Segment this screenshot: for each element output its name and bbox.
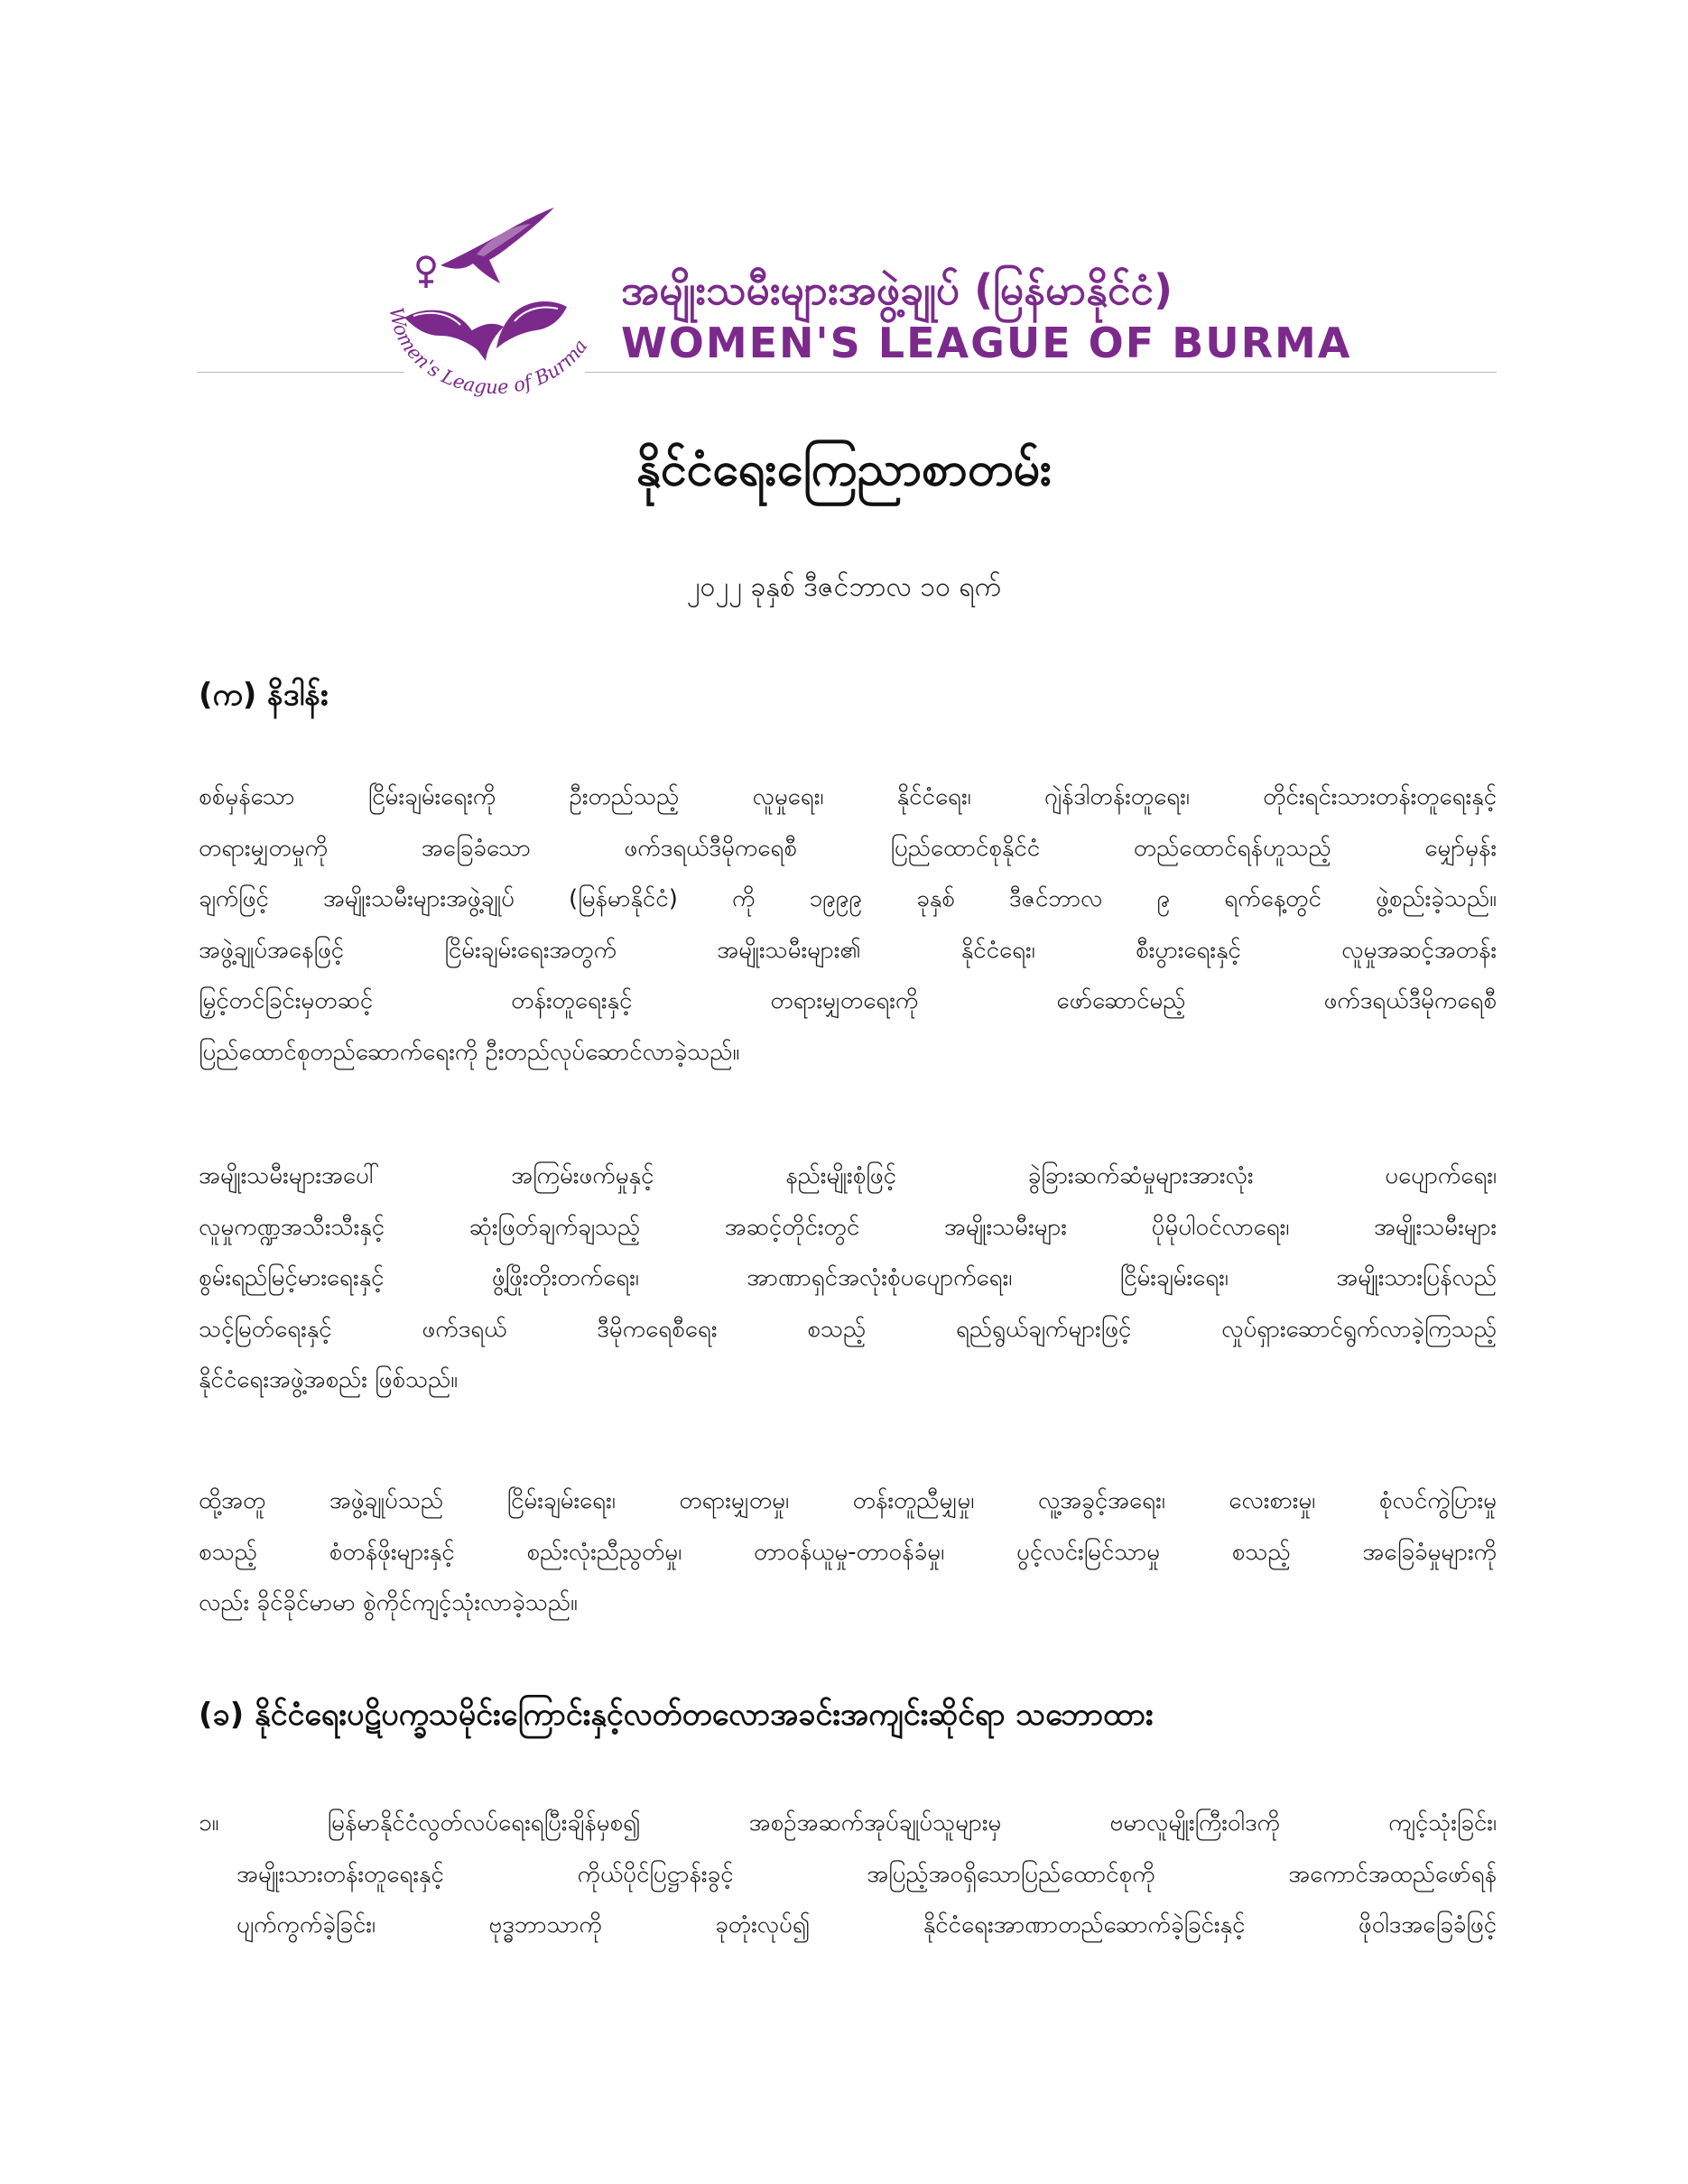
paragraph-line: လည်း ခိုင်ခိုင်မာမာ စွဲကိုင်ကျင့်သုံးလာခဲ့သည်။ bbox=[199, 1589, 578, 1616]
paragraph-a2 bbox=[199, 1151, 1497, 1406]
logo-ring-text: Women's League of Burma bbox=[385, 305, 592, 399]
organization-names bbox=[621, 262, 1351, 368]
section-b bbox=[199, 1688, 1497, 1742]
header-rule-left bbox=[197, 372, 404, 373]
paragraph-a1 bbox=[199, 772, 1497, 1078]
paragraph-line: မြှင့်တင်ခြင်းမှတဆင့် တန်းတူရေးနှင့် တရားမျှတရေးကို ဖော်ဆောင်မည့် ဖက်ဒရယ်ဒီမိုကရေစီ bbox=[199, 987, 1497, 1014]
paragraph-line: အမျိုးသမီးများအပေါ် အကြမ်းဖက်မှုနှင့် နည်းမျိုးစုံဖြင့် ခွဲခြားဆက်ဆံမှုများအားလုံး ပပျောက်ရေး၊ bbox=[199, 1162, 1497, 1189]
letterhead bbox=[197, 200, 1497, 399]
paragraph-line: ချက်ဖြင့် အမျိုးသမီးများအဖွဲ့ချုပ် (မြန်မာနိုင်ငံ) ကို ၁၉၉၉ ခုနှစ် ဒီဇင်ဘာလ ၉ ရက်နေ့တွင် ဖွဲ့စည်းခဲ့သည်။ bbox=[199, 885, 1497, 912]
section-heading: (ခ) နိုင်ငံရေးပဋိပက္ခသမိုင်းကြောင်းနှင့်လတ်တလောအခင်းအကျင်းဆိုင်ရာ သဘောထား bbox=[199, 1697, 1154, 1733]
dove-and-hands-logo-icon bbox=[377, 200, 612, 399]
numbered-item-line: ပျက်ကွက်ခဲ့ခြင်း၊ ဗုဒ္ဓဘာသာကို ခုတုံးလုပ်၍ နိုင်ငံရေးအာဏာတည်ဆောက်ခဲ့ခြင်းနှင့် ဖိုဝါဒအခြေခံဖြင့် bbox=[237, 1911, 1497, 1939]
header-rule-right bbox=[585, 372, 1497, 373]
document-title: နိုင်ငံရေးကြေညာစာတမ်း bbox=[635, 442, 1053, 496]
paragraph-line: ထို့အတူ အဖွဲ့ချုပ်သည် ငြိမ်းချမ်းရေး၊ တရားမျှတမှု၊ တန်းတူညီမျှမှု၊ လူ့အခွင့်အရေး၊ လေးစားမှု၊ စုံလင်ကွဲပြားမှု bbox=[199, 1487, 1497, 1514]
document-date: ၂၀၂၂ ခုနှစ် ဒီဇင်ဘာလ ၁၀ ရက် bbox=[686, 571, 1002, 603]
section-heading: (က) နိဒါန်း bbox=[199, 677, 329, 713]
org-name-myanmar: အမျိုးသမီးများအဖွဲ့ချုပ် (မြန်မာနိုင်ငံ) bbox=[621, 265, 1173, 314]
org-name-english: WOMEN'S LEAGUE OF BURMA bbox=[621, 319, 1352, 367]
paragraph-line: တရားမျှတမှုကို အခြေခံသော ဖက်ဒရယ်ဒီမိုကရေစီ ပြည်ထောင်စုနိုင်ငံ တည်ထောင်ရန်ဟူသည့် မျှော်မှန်း bbox=[199, 834, 1497, 862]
paragraph-line: စွမ်းရည်မြင့်မားရေးနှင့် ဖွံ့ဖြိုးတိုးတက်ရေး၊ အာဏာရှင်အလုံးစုံပပျောက်ရေး၊ ငြိမ်းချမ်းရေး၊ အမျိုးသားပြန်လည် bbox=[199, 1264, 1497, 1291]
paragraph-b1 bbox=[199, 1798, 1497, 1951]
section-a bbox=[199, 668, 1497, 722]
paragraph-line: ပြည်ထောင်စုတည်ဆောက်ရေးကို ဦးတည်လုပ်ဆောင်လာခဲ့သည်။ bbox=[199, 1038, 740, 1066]
paragraph-line: စစ်မှန်သော ငြိမ်းချမ်းရေးကို ဦးတည်သည့် လူမှုရေး၊ နိုင်ငံရေး၊ ဂျဲန်ဒါတန်းတူရေး၊ တိုင်းရင်းသားတန်းတူရေးနှင့် bbox=[199, 783, 1497, 810]
paragraph-line: စသည့် စံတန်ဖိုးများနှင့် စည်းလုံးညီညွတ်မှု၊ တာဝန်ယူမှု-တာဝန်ခံမှု၊ ပွင့်လင်းမြင်သာမှု စသည့် အခြေခံမှုများကို bbox=[199, 1538, 1497, 1566]
paragraph-line: သင့်မြတ်ရေးနှင့် ဖက်ဒရယ် ဒီမိုကရေစီရေး စသည့် ရည်ရွယ်ချက်များဖြင့် လှုပ်ရှားဆောင်ရွက်လာခဲ့ကြသည့် bbox=[199, 1315, 1497, 1343]
paragraph-a3 bbox=[199, 1476, 1497, 1629]
numbered-item-line: အမျိုးသားတန်းတူရေးနှင့် ကိုယ်ပိုင်ပြဋ္ဌာန်းခွင့် အပြည့်အဝရှိသောပြည်ထောင်စုကို အကောင်အထည်ဖော်ရန် bbox=[237, 1860, 1497, 1888]
numbered-item-line: ၁။ မြန်မာနိုင်ငံလွတ်လပ်ရေးရပြီးချိန်မှစ၍ အစဉ်အဆက်အုပ်ချုပ်သူများမှ ဗမာလူမျိုးကြီးဝါဒကို ကျင့်သုံးခြင်း၊ bbox=[199, 1809, 1497, 1837]
paragraph-line: လူမှုကဏ္ဍအသီးသီးနှင့် ဆုံးဖြတ်ချက်ချသည့် အဆင့်တိုင်းတွင် အမျိုးသမီးများ ပိုမိုပါဝင်လာရေး၊ အမျိုးသမီးများ bbox=[199, 1213, 1497, 1241]
paragraph-line: နိုင်ငံရေးအဖွဲ့အစည်း ဖြစ်သည်။ bbox=[199, 1366, 459, 1393]
paragraph-line: အဖွဲ့ချုပ်အနေဖြင့် ငြိမ်းချမ်းရေးအတွက် အမျိုးသမီးများ၏ နိုင်ငံရေး၊ စီးပွားရေးနှင့် လူမှုအဆင့်အတန်း bbox=[199, 936, 1497, 964]
